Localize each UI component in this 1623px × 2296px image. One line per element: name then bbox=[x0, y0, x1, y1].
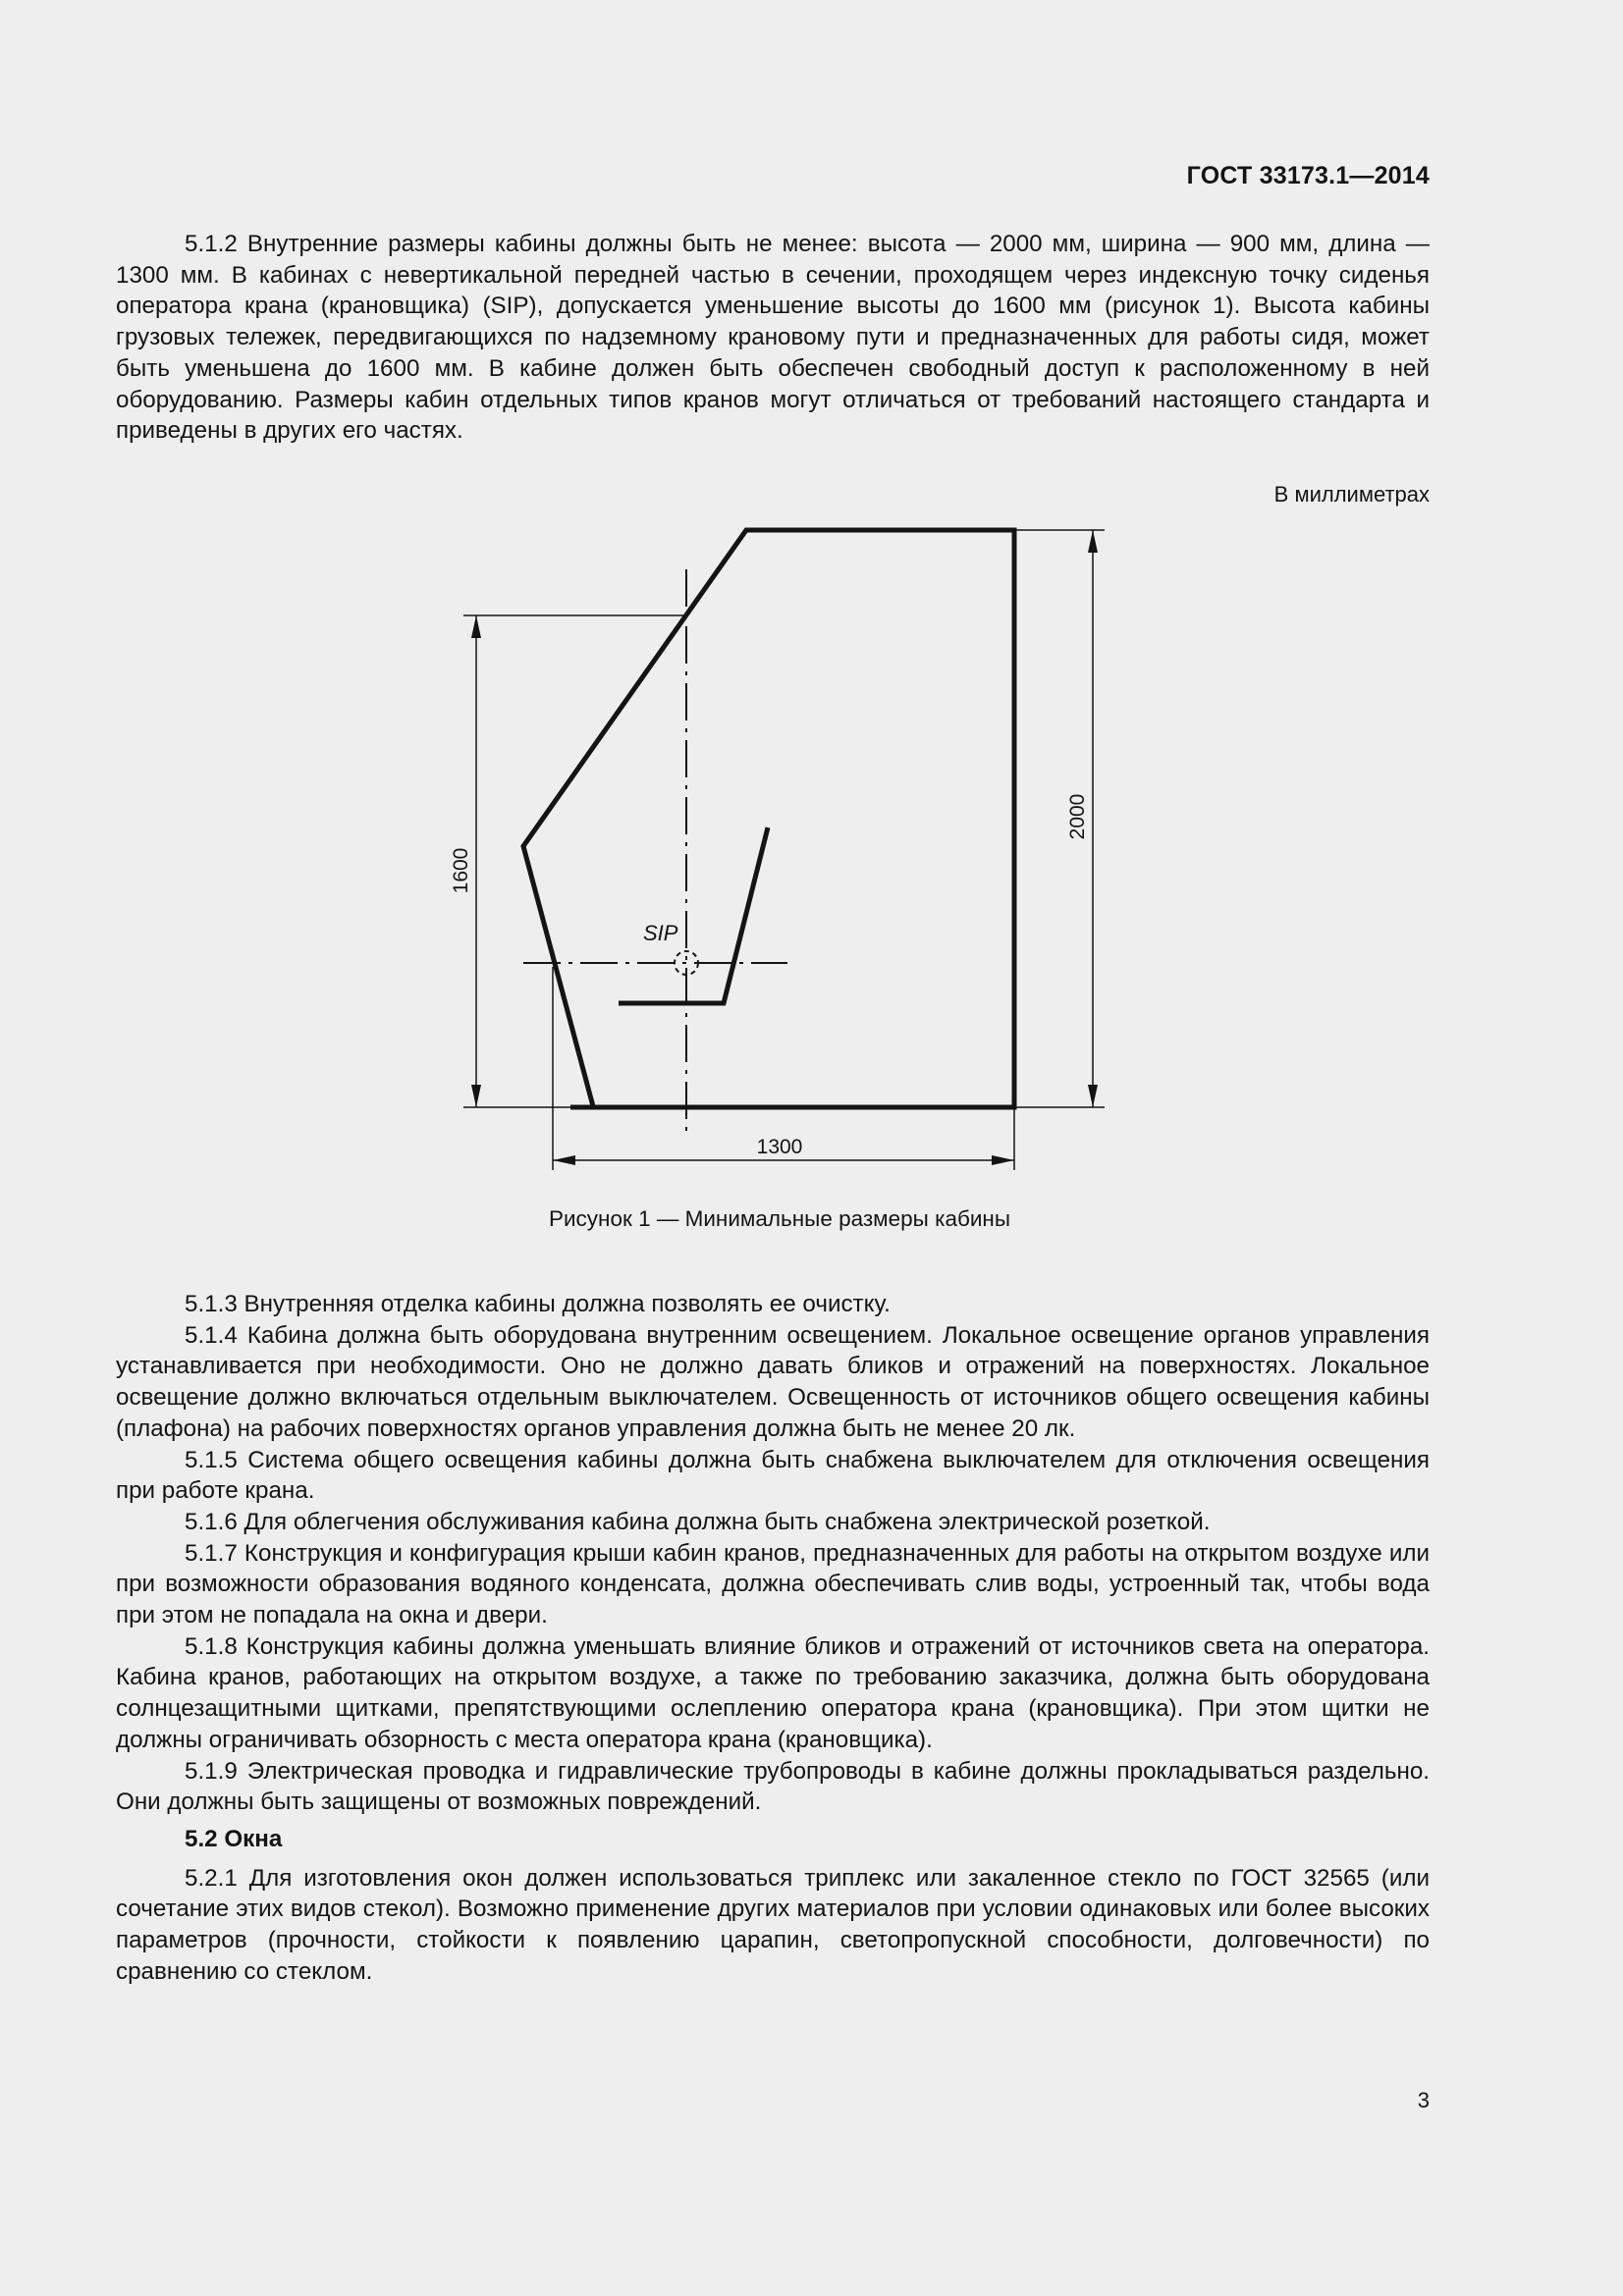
sip-label: SIP bbox=[643, 921, 678, 945]
dimension-label-1300: 1300 bbox=[756, 1136, 803, 1158]
page-number: 3 bbox=[1417, 2088, 1430, 2112]
arrowhead bbox=[992, 1155, 1014, 1165]
paragraph-5-1-2: 5.1.2 Внутренние размеры кабины должны быть не менее: высота — 2000 мм, ширина — 900 мм, длина — 1300 мм. В кабинах с невертикальной передней частью в сечении, проходящем через индексную точку сиденья оператора крана (крановщика) (SIP), допускается уменьшение высоты до 1600 мм (рисунок 1). Высота кабины грузовых тележек, передвигающихся по надземному крановому пути и предназначенных для работы сидя, может быть уменьшена до 1600 мм. В кабине должен быть обеспечен свободный доступ к расположенному в ней оборудованию. Размеры кабин отдельных типов кранов могут отличаться от требований настоящего стандарта и приведены в других его частях. bbox=[116, 231, 1430, 445]
dimension-label-2000: 2000 bbox=[1066, 793, 1089, 840]
section-heading-5-2: 5.2 Окна bbox=[185, 1825, 283, 1852]
sip-point-marker bbox=[675, 951, 698, 975]
units-note: В миллиметрах bbox=[1273, 482, 1430, 507]
arrowhead bbox=[471, 615, 481, 638]
paragraph-5-1-4: 5.1.4 Кабина должна быть оборудована внутренним освещением. Локальное освещение органов управления устанавливается при необходимости. Оно не должно давать бликов и отражений на поверхностях. Локальное освещение должно включаться отдельным выключателем. Освещенность от источников общего освещения кабины (плафона) на рабочих поверхностях органов управления должна быть не менее 20 лк. bbox=[116, 1321, 1430, 1442]
paragraph-5-2-1: 5.2.1 Для изготовления окон должен использоваться триплекс или закаленное стекло по ГОСТ 32565 (или сочетание этих видов стекол). Возможно применение других материалов при условии одинаковых или более высоких параметров (прочности, стойкости к появлению царапин, светопропускной способности, долговечности) по сравнению со стеклом. bbox=[116, 1864, 1430, 1985]
paragraph-5-1-7: 5.1.7 Конструкция и конфигурация крыши кабин кранов, предназначенных для работы на открытом воздухе или при возможности образования водяного конденсата, должна обеспечивать слив воды, устроенный так, чтобы вода при этом не попадала на окна и двери. bbox=[116, 1539, 1430, 1629]
dimension-label-1600: 1600 bbox=[450, 847, 472, 894]
text-block-bottom bbox=[116, 1289, 1430, 1987]
document-code-header: ГОСТ 33173.1—2014 bbox=[1186, 162, 1430, 189]
paragraph-5-1-9: 5.1.9 Электрическая проводка и гидравлические трубопроводы в кабине должны прокладываться раздельно. Они должны быть защищены от возможных повреждений. bbox=[116, 1757, 1430, 1816]
cabin-outline bbox=[523, 530, 1014, 1107]
seat-outline bbox=[619, 828, 768, 1003]
arrowhead bbox=[1088, 530, 1098, 553]
arrowhead bbox=[553, 1155, 575, 1165]
paragraph-5-1-3: 5.1.3 Внутренняя отделка кабины должна позволять ее очистку. bbox=[185, 1291, 891, 1317]
paragraph-5-1-6: 5.1.6 Для облегчения обслуживания кабина должна быть снабжена электрической розеткой. bbox=[185, 1508, 1211, 1535]
arrowhead bbox=[1088, 1085, 1098, 1107]
arrowhead bbox=[471, 1085, 481, 1107]
paragraph-5-1-5: 5.1.5 Система общего освещения кабины должна быть снабжена выключателем для отключения освещения при работе крана. bbox=[116, 1446, 1430, 1505]
text-block-top bbox=[116, 229, 1430, 447]
figure-caption: Рисунок 1 — Минимальные размеры кабины bbox=[548, 1206, 1011, 1231]
paragraph-5-1-8: 5.1.8 Конструкция кабины должна уменьшать влияние бликов и отражений от источников света на оператора. Кабина кранов, работающих на открытом воздухе, а также по требованию заказчика, должна быть оборудована солнцезащитными щитками, препятствующими ослеплению оператора крана (крановщика). При этом щитки не должны ограничивать обзорность с места оператора крана (крановщика). bbox=[116, 1632, 1430, 1753]
